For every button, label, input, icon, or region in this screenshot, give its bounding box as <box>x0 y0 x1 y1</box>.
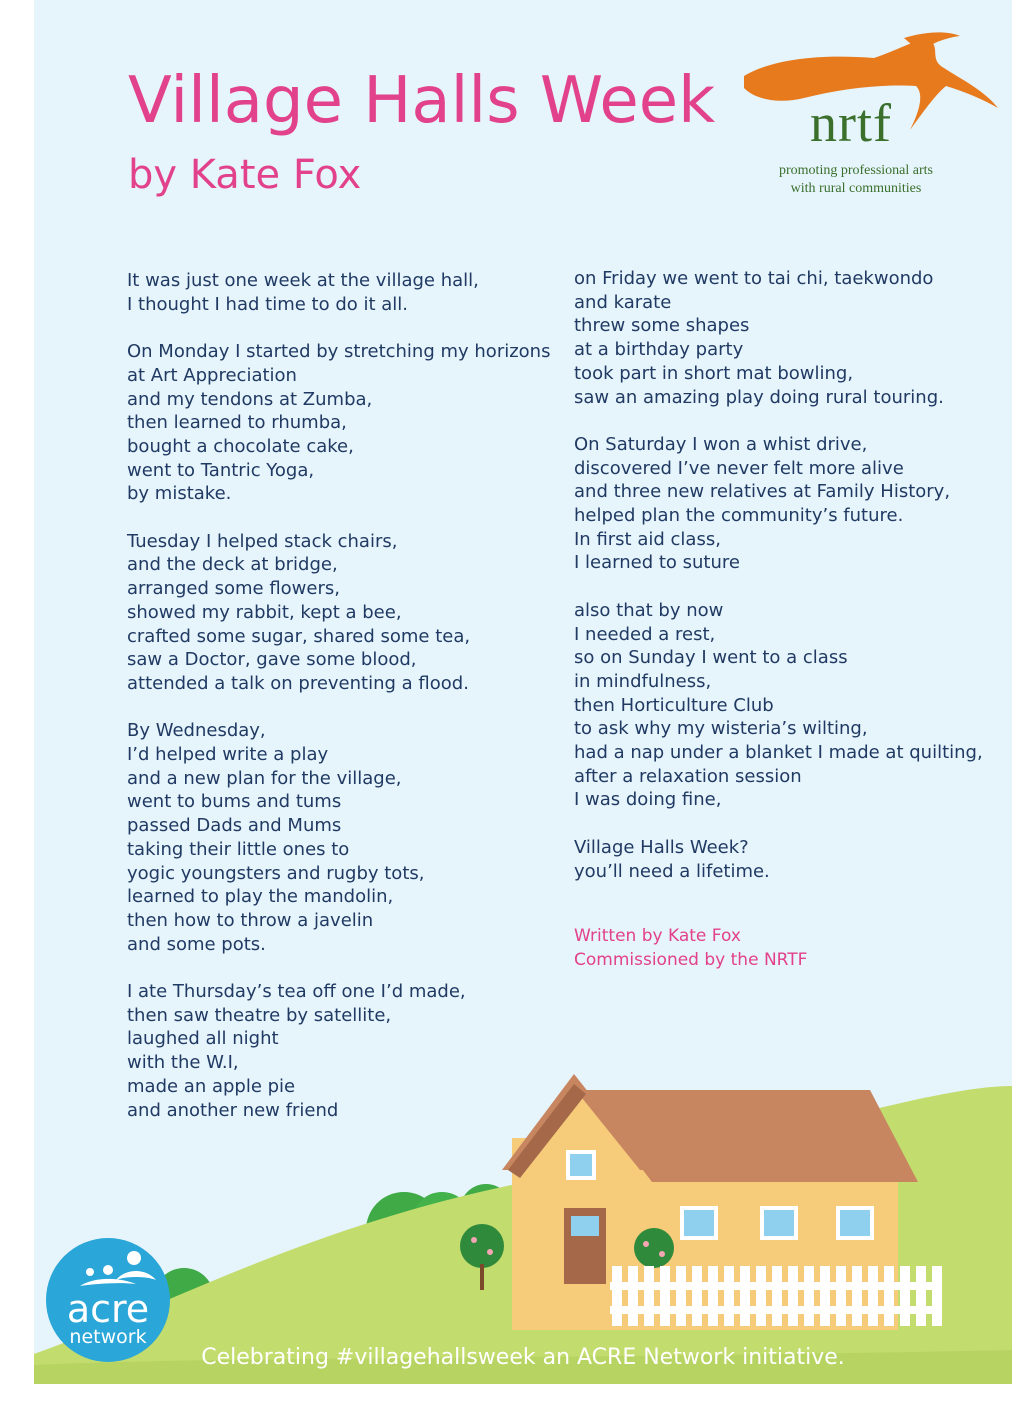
poem-line: and my tendons at Zumba, <box>127 388 373 410</box>
poem-line: then saw theatre by satellite, <box>127 1004 392 1026</box>
poem-line: saw a Doctor, gave some blood, <box>127 649 417 671</box>
poem-line: I’d helped write a play <box>127 744 329 766</box>
footer-banner: Celebrating #villagehallsweek an ACRE Network initiative. <box>201 1345 845 1370</box>
poem-line: By Wednesday, <box>127 720 266 742</box>
poem-line: in mindfulness, <box>574 670 712 692</box>
poem-line: by mistake. <box>127 483 232 505</box>
poem-line: discovered I’ve never felt more alive <box>574 457 904 479</box>
poem-line: and karate <box>574 291 672 313</box>
poem-line: saw an amazing play doing rural touring. <box>574 386 944 408</box>
people-icon <box>46 1238 170 1294</box>
rose-bush-right <box>634 1228 674 1268</box>
poem-line: laughed all night <box>127 1028 279 1050</box>
poem-line: to ask why my wisteria’s wilting, <box>574 718 868 740</box>
acre-wordmark: acre <box>66 1287 150 1331</box>
poem-line: went to bums and tums <box>127 791 342 813</box>
page-subtitle: by Kate Fox <box>128 152 362 198</box>
poem-line: learned to play the mandolin, <box>127 886 394 908</box>
poem-line: showed my rabbit, kept a bee, <box>127 601 402 623</box>
poem-line: and a new plan for the village, <box>127 767 402 789</box>
poem-stanza <box>574 267 1004 409</box>
poem-stanza <box>574 599 1004 812</box>
poem-line: on Friday we went to tai chi, taekwondo <box>574 268 934 289</box>
nrtf-logo <box>734 28 1012 208</box>
poem-line: then Horticulture Club <box>574 694 774 716</box>
acre-network-logo <box>46 1238 170 1362</box>
poem-line: I learned to suture <box>574 552 740 574</box>
poem-line: crafted some sugar, shared some tea, <box>127 625 471 647</box>
poem-right-column <box>574 267 1004 907</box>
poem-stanza <box>127 340 557 506</box>
poem-stanza <box>127 269 557 316</box>
village-hall-illustration <box>34 1060 1012 1384</box>
poem-line: On Monday I started by stretching my horizons <box>127 341 551 363</box>
poem-line: Village Halls Week? <box>574 836 749 858</box>
poem-left-column <box>127 269 557 1146</box>
poem-line: and some pots. <box>127 933 266 955</box>
poem-line: made an apple pie <box>127 1075 296 1097</box>
poem-line: bought a chocolate cake, <box>127 435 354 457</box>
poem-line: and three new relatives at Family History, <box>574 481 951 503</box>
written-by: Written by Kate Fox <box>574 926 741 946</box>
poem-line: took part in short mat bowling, <box>574 362 854 384</box>
poem-line: I needed a rest, <box>574 623 716 645</box>
poem-stanza <box>127 719 557 956</box>
poem-line: after a relaxation session <box>574 765 802 787</box>
poem-line: at a birthday party <box>574 339 744 361</box>
poem-line: attended a talk on preventing a flood. <box>127 672 469 694</box>
poem-line: and the deck at bridge, <box>127 554 338 576</box>
poem-line: you’ll need a lifetime. <box>574 860 770 882</box>
poem-line: I ate Thursday’s tea off one I’d made, <box>127 981 466 1003</box>
poem-line: In first aid class, <box>574 528 721 550</box>
poem-line: arranged some flowers, <box>127 578 340 600</box>
poem-line: so on Sunday I went to a class <box>574 647 848 669</box>
poem-line: went to Tantric Yoga, <box>127 459 315 481</box>
poem-line: and another new friend <box>127 1099 339 1121</box>
poem-line: had a nap under a blanket I made at quilting, <box>574 742 983 764</box>
credits <box>574 924 807 972</box>
poem-line: On Saturday I won a whist drive, <box>574 433 868 455</box>
poem-line: taking their little ones to <box>127 838 350 860</box>
poem-line: Tuesday I helped stack chairs, <box>127 530 398 552</box>
poem-line: also that by now <box>574 599 724 621</box>
nrtf-tagline: promoting professional arts with rural communities <box>779 163 933 196</box>
nrtf-wordmark: nrtf <box>810 93 892 153</box>
poem-line: helped plan the community’s future. <box>574 505 904 527</box>
poem-line: at Art Appreciation <box>127 364 297 386</box>
commissioned-by: Commissioned by the NRTF <box>574 950 808 970</box>
poem-line: with the W.I, <box>127 1052 239 1074</box>
acre-network-label: network <box>69 1326 147 1348</box>
poem-line: I thought I had time to do it all. <box>127 293 409 315</box>
poem-stanza <box>574 433 1004 575</box>
poem-line: passed Dads and Mums <box>127 815 342 837</box>
poem-line: yogic youngsters and rugby tots, <box>127 862 425 884</box>
poem-line: threw some shapes <box>574 315 750 337</box>
poem-line: then learned to rhumba, <box>127 412 347 434</box>
poem-line: It was just one week at the village hall, <box>127 270 479 291</box>
poem-stanza <box>574 836 1004 883</box>
poem-stanza <box>127 530 557 696</box>
poster <box>34 0 1012 1384</box>
poem-line: I was doing fine, <box>574 789 722 811</box>
poem-line: then how to throw a javelin <box>127 909 374 931</box>
page-title: Village Halls Week <box>128 64 716 138</box>
